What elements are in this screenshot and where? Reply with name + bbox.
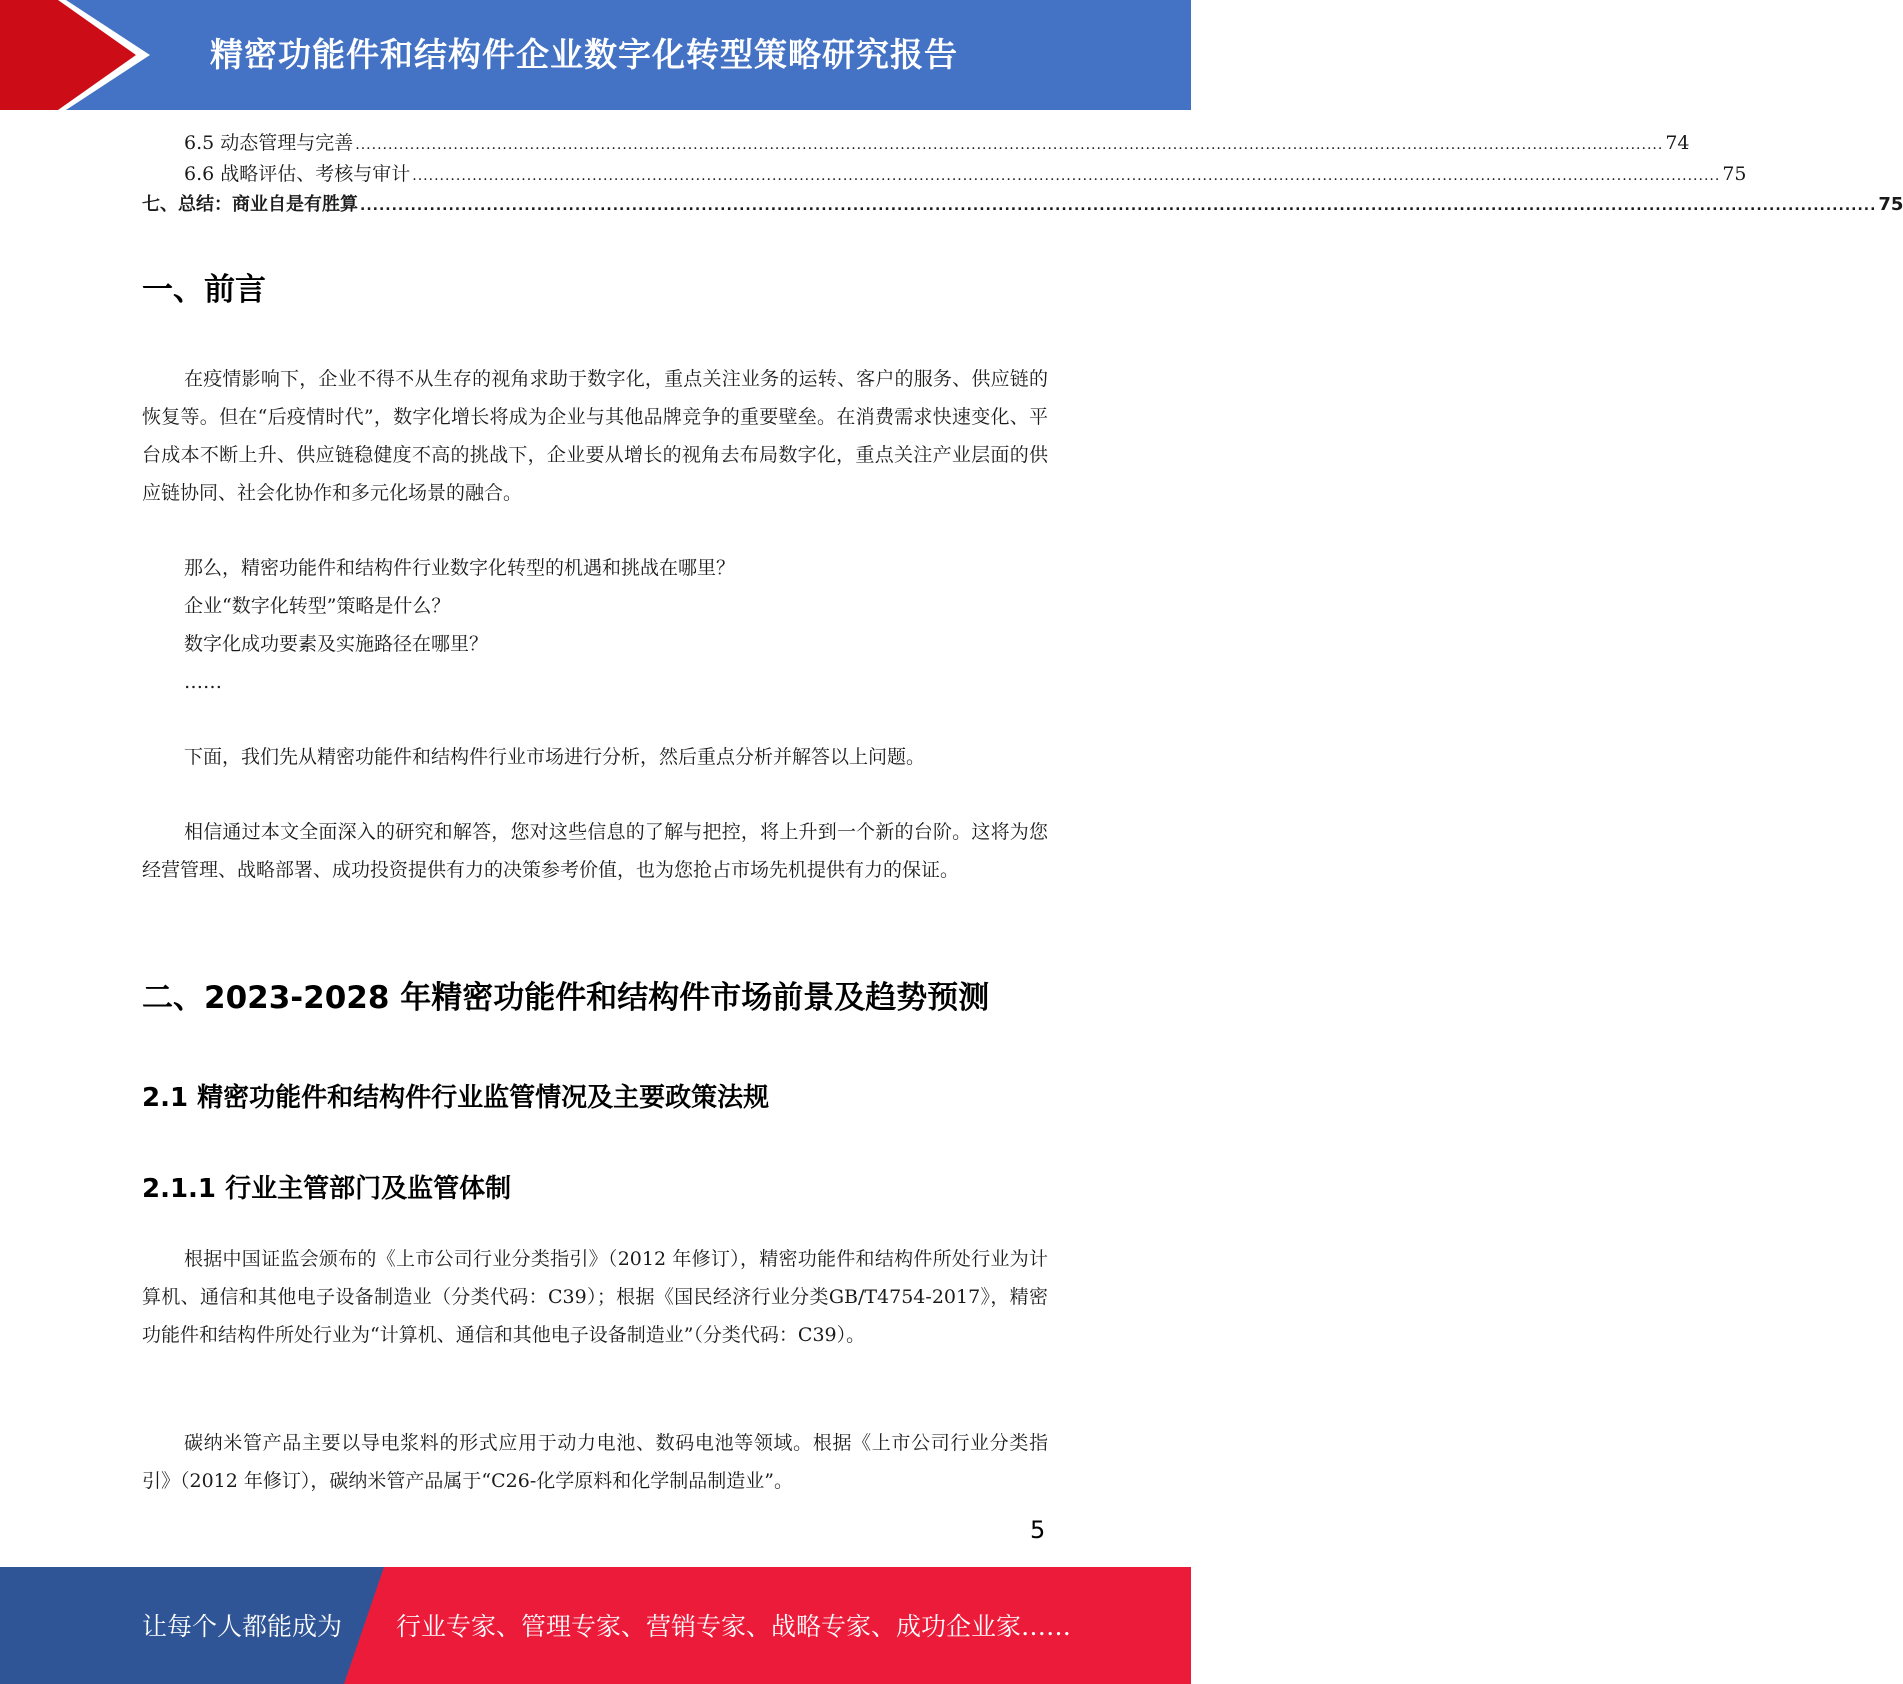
- toc-entry-page: 74: [1665, 132, 1690, 154]
- paragraph-text: 碳纳米管产品主要以导电浆料的形式应用于动力电池、数码电池等领域。根据《上市公司行业分类指引》（2012 年修订），碳纳米管产品属于“C26-化学原料和化学制品制造业”。: [142, 1432, 1048, 1492]
- toc-leader-dots: ................................................................................................................................................................................................................................................: [360, 198, 1877, 214]
- toc-entry[interactable]: [142, 190, 1903, 221]
- toc-entry-page: 75: [1878, 194, 1903, 215]
- preface-paragraph-1: [142, 360, 1048, 512]
- toc-entry-label: 6.5 动态管理与完善: [184, 132, 354, 154]
- toc-entry[interactable]: [142, 128, 1690, 159]
- question-item: 企业“数字化转型”策略是什么？: [184, 595, 451, 617]
- question-item: 数字化成功要素及实施路径在哪里？: [184, 633, 489, 655]
- toc-leader-dots: ................................................................................................................................................................................................................................................: [355, 137, 1664, 153]
- question-list: [142, 549, 1048, 701]
- report-title: 精密功能件和结构件企业数字化转型策略研究报告: [210, 35, 958, 74]
- paragraph-text: 相信通过本文全面深入的研究和解答，您对这些信息的了解与把控，将上升到一个新的台阶。这将为您经营管理、战略部署、成功投资提供有力的决策参考价值，也为您抢占市场先机提供有力的保证。: [142, 821, 1048, 881]
- page-footer: [0, 1567, 1191, 1684]
- page-header: [0, 0, 1191, 110]
- paragraph-text: 在疫情影响下，企业不得不从生存的视角求助于数字化，重点关注业务的运转、客户的服务、供应链的恢复等。但在“后疫情时代”，数字化增长将成为企业与其他品牌竞争的重要壁垒。在消费需求快速变化、平台成本不断上升、供应链稳健度不高的挑战下，企业要从增长的视角去布局数字化，重点关注产业层面的供应链协同、社会化协作和多元化场景的融合。: [142, 368, 1048, 504]
- subsection-heading-2-1: 2.1 精密功能件和结构件行业监管情况及主要政策法规: [142, 1083, 770, 1113]
- regulation-paragraph-2: [142, 1424, 1048, 1500]
- section-heading-market-forecast: 二、2023-2028 年精密功能件和结构件市场前景及趋势预测: [142, 980, 990, 1016]
- page-number: 5: [1030, 1516, 1046, 1544]
- table-of-contents: [142, 128, 1903, 221]
- toc-entry-page: 75: [1722, 163, 1747, 185]
- header-arrow-decoration: [0, 0, 160, 110]
- paragraph-text: 下面，我们先从精密功能件和结构件行业市场进行分析，然后重点分析并解答以上问题。: [184, 746, 926, 768]
- regulation-paragraph-1: [142, 1240, 1048, 1354]
- toc-entry[interactable]: [142, 159, 1747, 190]
- footer-slogan-left: 让每个人都能成为: [142, 1612, 343, 1641]
- toc-entry-label: 七、总结：商业自是有胜算: [142, 194, 358, 215]
- toc-leader-dots: ................................................................................................................................................................................................................................................: [412, 168, 1721, 184]
- subsection-heading-2-1-1: 2.1.1 行业主管部门及监管体制: [142, 1174, 512, 1204]
- section-heading-preface: 一、前言: [142, 272, 266, 308]
- question-item: 那么，精密功能件和结构件行业数字化转型的机遇和挑战在哪里？: [184, 557, 736, 579]
- preface-paragraph-2: [142, 738, 1048, 776]
- toc-entry-label: 6.6 战略评估、考核与审计: [184, 163, 411, 185]
- preface-paragraph-3: [142, 813, 1048, 889]
- paragraph-text: 根据中国证监会颁布的《上市公司行业分类指引》（2012 年修订），精密功能件和结构件所处行业为计算机、通信和其他电子设备制造业（分类代码：C39）；根据《国民经济行业分类GB/T4754-2017》，精密功能件和结构件所处行业为“计算机、通信和其他电子设备制造业”（分类代码：C39）。: [142, 1248, 1048, 1346]
- question-ellipsis: ……: [184, 671, 222, 693]
- footer-slogan-right: 行业专家、管理专家、营销专家、战略专家、成功企业家……: [396, 1612, 1072, 1641]
